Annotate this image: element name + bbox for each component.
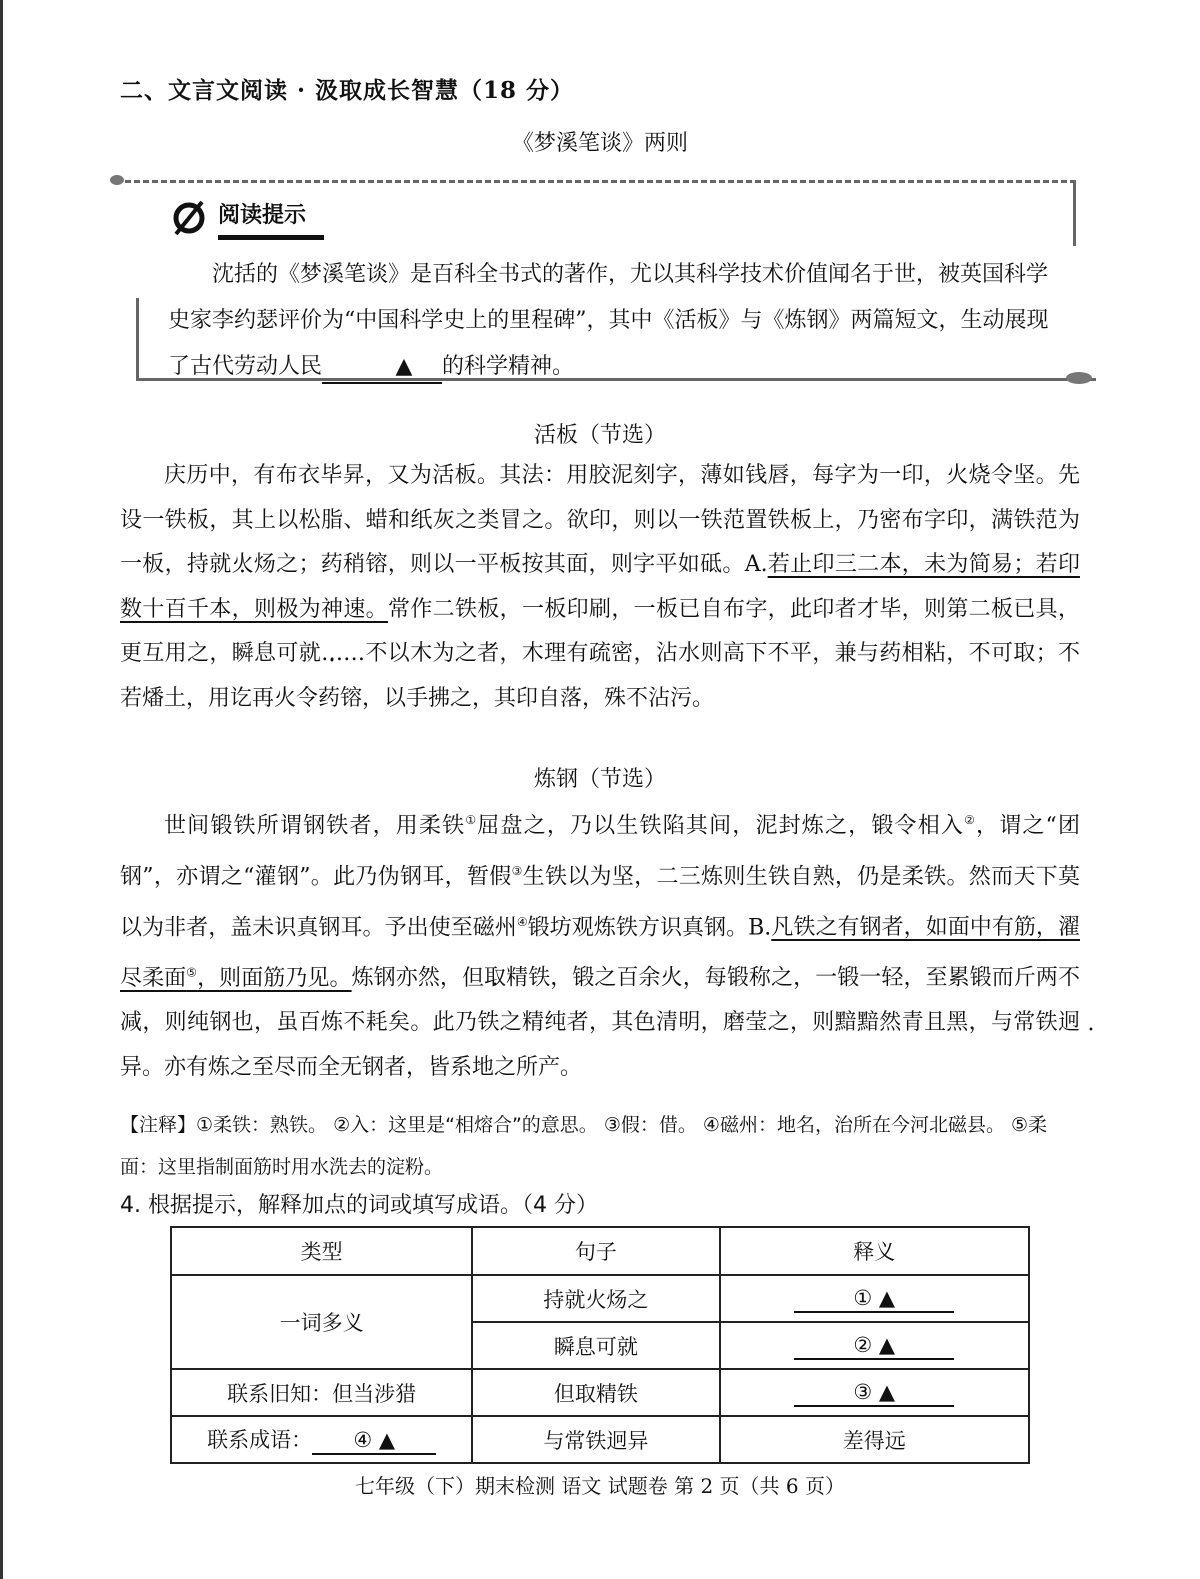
type-cell-3: 联系旧知：但当涉猎: [171, 1369, 472, 1416]
type-cell-4: 联系成语： ④ ▲: [171, 1416, 472, 1463]
answer-cell-2: [720, 1322, 1029, 1369]
underline-b: 凡铁之有钢者，如面中有筋，濯尽柔面⑤，则面筋乃见。: [120, 914, 1080, 991]
dotted-word-jiong: 迥: [1057, 1010, 1080, 1036]
underline-a: 若止印三二本，未为简易；若印数十百千本，则极为神速。: [120, 552, 1080, 622]
page-footer: 七年级（下）期末检测 语文 试题卷 第 2 页（共 6 页）: [355, 1474, 845, 1498]
type-cell-1: 一词多义: [171, 1275, 472, 1369]
annotations: 【注释】①柔铁：熟铁。 ②入：这里是“相熔合”的意思。 ③假：借。 ④磁州：地名，治所在今河北磁县。 ⑤柔面：这里指制面筋时用水洗去的淀粉。: [120, 1114, 1048, 1178]
answer-cell-4: 差得远: [720, 1416, 1029, 1463]
header-meaning: 释义: [720, 1227, 1029, 1275]
answer-table: [170, 1226, 1030, 1464]
reading-tip-label: 阅读提示: [218, 198, 324, 240]
dotted-word-jiu-1: 就: [209, 552, 232, 577]
question-4: 4. 根据提示，解释加点的词或填写成语。（4 分）: [120, 1193, 598, 1218]
answer-cell-1: [720, 1275, 1029, 1322]
work-title: 《梦溪笔谈》两则: [511, 131, 688, 156]
section-title: 二、文言文阅读 · 汲取成长智慧（18 分）: [120, 77, 575, 104]
sentence-cell-3: 但取精铁: [472, 1369, 719, 1416]
answer-blank-2[interactable]: ② ▲: [794, 1332, 954, 1360]
liangang-passage: 世间锻铁所谓钢铁者，用柔铁①屈盘之，乃以生铁陷其间，泥封炼之，锻令相入②，谓之“团钢”，亦谓之“灌钢”。此乃伪钢耳，暂假③生铁以为坚，二三炼则生铁自熟，仍是柔铁。然而天下莫以为非者，盖未识真钢耳。予出使至磁州④锻坊观炼铁方识真钢。B.凡铁之有钢者，如面中有筋，濯尽柔面⑤，则面筋乃见。炼钢亦然，但取精铁，锻之百余火，每锻称之，一锻一轻，至累锻而斤两不减，则纯钢也，虽百炼不耗矣。此乃铁之精纯者，其色清明，磨莹之，则黯黯然青且黑，与常铁迥异。亦有炼之至尽而全无钢者，皆系地之所产。: [120, 813, 1080, 1080]
huoban-title: 活板（节选）: [533, 423, 666, 448]
liangang-title: 炼钢（节选）: [533, 767, 666, 792]
answer-blank-4[interactable]: ④ ▲: [312, 1427, 436, 1455]
sentence-cell-1: 持就火炀之: [472, 1275, 719, 1322]
dotted-word-jiu-2: 就: [298, 641, 322, 666]
sentence-cell-4: 与常铁迥异: [472, 1416, 719, 1463]
header-sentence: 句子: [472, 1227, 719, 1275]
reading-tip-icon: [170, 198, 208, 238]
huoban-passage: 庆历中，有布衣毕昇，又为活板。其法：用胶泥刻字，薄如钱唇，每字为一印，火烧令坚。先设一铁板，其上以松脂、蜡和纸灰之类冒之。欲印，则以一铁范置铁板上，乃密布字印，满铁范为一板，持就火炀之；药稍镕，则以一平板按其面，则字平如砥。A.若止印三二本，未为简易；若印数十百千本，则极为神速。常作二铁板，一板印刷，一板已自布字，此印者才毕，则第二板已具，更互用之，瞬息可就……不以木为之者，木理有疏密，沾水则高下不平，兼与药相粘，不可取；不若燔土，用讫再火令药镕，以手拂之，其印自落，殊不沾污。: [120, 463, 1080, 711]
sentence-cell-2: 瞬息可就: [472, 1322, 719, 1369]
answer-blank-1[interactable]: ① ▲: [794, 1285, 954, 1313]
tip-blank[interactable]: ▲: [322, 352, 442, 384]
dotted-word-dan: 但: [461, 965, 485, 991]
answer-blank-3[interactable]: ③ ▲: [794, 1379, 954, 1407]
reading-tip-text: 沈括的《梦溪笔谈》是百科全书式的著作，尤以其科学技术价值闻名于世，被英国科学史家李约瑟评价为“中国科学史上的里程碑”，其中《活板》与《炼钢》两篇短文，生动展现了古代劳动人民 ▲ 的科学精神。: [168, 252, 1064, 390]
header-type: 类型: [171, 1227, 472, 1275]
answer-cell-3: [720, 1369, 1029, 1416]
